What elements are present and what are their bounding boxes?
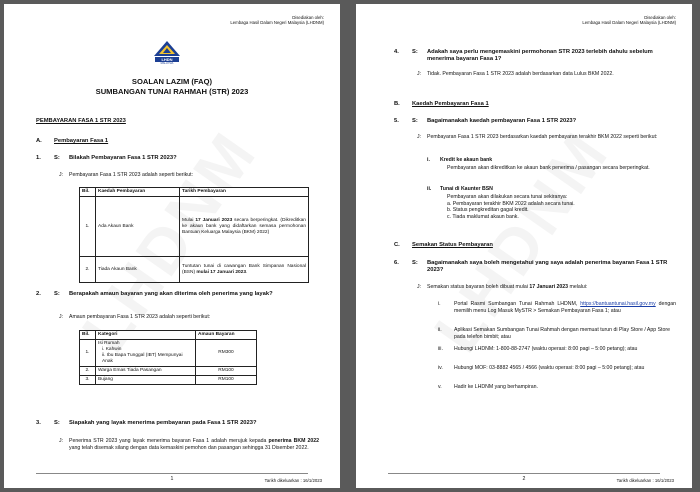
- q5-j-label: J:: [417, 134, 422, 140]
- q5-item-1-desc: Pembayaran akan dikreditkan ke akaun bank penerima / pasangan secara berperingkat.: [447, 165, 650, 171]
- portal-link[interactable]: https://bantuantunai.hasil.gov.my: [580, 301, 656, 307]
- document-page-1: [4, 4, 340, 488]
- q1-number: 1.: [36, 155, 41, 161]
- section-a-title: Pembayaran Fasa 1: [54, 138, 109, 144]
- page-number: 2: [522, 476, 526, 482]
- section-b-letter: B.: [394, 101, 400, 107]
- table-header-row: Bil. Kategori Amaun Bayaran: [80, 331, 257, 340]
- q1-j-label: J:: [59, 172, 64, 178]
- section-c-letter: C.: [394, 242, 400, 248]
- q2-question: Berapakah amaun bayaran yang akan diterima oleh penerima yang layak?: [69, 291, 273, 297]
- q3-number: 3.: [36, 420, 41, 426]
- q6-answer: Semakan status bayaran boleh dibuat mulai 17 Januari 2023 melalui:: [427, 284, 588, 290]
- q6-item-3-num: iii.: [438, 346, 443, 352]
- lhdn-logo: LHDN MALAYSIA: [152, 40, 182, 66]
- table-row: 1. Ada Akaun Bank Mulai 17 Januari 2023 secara berperingkat. (Dikreditkan ke akaun bank yang didaftarkan semasa permohonan Bantuan Keluarga Malaysia (BKM) 2022): [80, 197, 309, 257]
- document-page-2: [356, 4, 692, 488]
- q5-item-2-title: Tunai di Kaunter BSN: [440, 186, 493, 192]
- q6-j-label: J:: [417, 284, 422, 290]
- q5-number: 5.: [394, 118, 399, 124]
- q1-answer: Pembayaran Fasa 1 STR 2023 adalah seperti berikut:: [69, 172, 193, 178]
- q6-item-3-text: Hubungi LHDNM: 1-800-88-2747 (waktu operasi: 8:00 pagi – 5:00 petang); atau: [454, 346, 638, 352]
- table-row: 2. Tiada Akaun Bank Tuntutan tunai di cawangan Bank Simpanan Nasional (BSN) mulai 17 Januari 2023.: [80, 257, 309, 283]
- q3-question: Siapakah yang layak menerima pembayaran pada Fasa 1 STR 2023?: [69, 420, 257, 426]
- q6-item-2-num: ii.: [438, 327, 442, 333]
- q4-s-label: S:: [412, 49, 418, 55]
- q4-question: Adakah saya perlu mengemaskini permohonan STR 2023 terlebih dahulu sebelum menerima bayaran Fasa 1?: [427, 49, 653, 63]
- table-row: 2. Warga Emas Tiada Pasangan RM100: [80, 367, 257, 376]
- footer-date: Tarikh dikeluarkan : 16/1/2023: [264, 478, 322, 483]
- q5-item-2-num: ii.: [427, 186, 432, 192]
- q6-item-4-num: iv.: [438, 365, 443, 371]
- q6-item-5-text: Hadir ke LHDNM yang berhampiran.: [454, 384, 538, 390]
- q5-question: Bagaimanakah kaedah pembayaran Fasa 1 STR 2023?: [427, 118, 577, 124]
- q6-item-5-num: v.: [438, 384, 442, 390]
- footer-date: Tarikh dikeluarkan : 16/1/2023: [616, 478, 674, 483]
- footer-divider: [36, 473, 308, 474]
- section-c-title: Semakan Status Pembayaran: [412, 242, 493, 248]
- q1-s-label: S:: [54, 155, 60, 161]
- q6-item-1-num: i.: [438, 301, 441, 307]
- q5-item-1-title: Kredit ke akaun bank: [440, 157, 493, 163]
- q4-answer: Tidak. Pembayaran Fasa 1 STR 2023 adalah berdasarkan data Lulus BKM 2022.: [427, 71, 614, 77]
- q5-s-label: S:: [412, 118, 418, 124]
- q5-item-2-desc: Pembayaran akan dilakukan secara tunai sekiranya: a. Pembayaran terakhir BKM 2022 adalah secara tunai. b. Status pengkreditan gagal kredit. c. Tiada maklumat akaun bank.: [447, 194, 575, 220]
- q2-answer: Amaun pembayaran Fasa 1 STR 2023 adalah seperti berikut:: [69, 314, 211, 320]
- page-number: 1: [170, 476, 174, 482]
- q6-s-label: S:: [412, 260, 418, 266]
- header-prepared-by: Disediakan oleh: Lembaga Hasil Dalam Negeri Malaysia (LHDNM): [582, 15, 676, 26]
- q4-number: 4.: [394, 49, 399, 55]
- section-a-letter: A.: [36, 138, 42, 144]
- q5-item-1-num: i.: [427, 157, 430, 163]
- q3-j-label: J:: [59, 438, 64, 444]
- q6-question: Bagaimanakah saya boleh mengetahui yang saya adalah penerima bayaran Fasa 1 STR 2023?: [427, 260, 668, 274]
- table-row: 1. Isi Rumah i. Kahwin ii. Ibu Bapa Tunggal (IBT) Mempunyai Anak RM300: [80, 340, 257, 367]
- page-title: SOALAN LAZIM (FAQ) SUMBANGAN TUNAI RAHMAH (STR) 2023: [95, 77, 249, 96]
- q6-item-1-text: Portal Rasmi Sumbangan Tunai Rahmah LHDNM, https://bantuantunai.hasil.gov.my dengan memilih menu Log Masuk MySTR > Semakan Pembayaran Fasa 1; atau: [454, 301, 676, 314]
- payment-date-table: [79, 187, 309, 283]
- header-prepared-by: Disediakan oleh: Lembaga Hasil Dalam Negeri Malaysia (LHDNM): [230, 15, 324, 26]
- q2-number: 2.: [36, 291, 41, 297]
- q3-s-label: S:: [54, 420, 60, 426]
- footer-divider: [388, 473, 660, 474]
- q1-question: Bilakah Pembayaran Fasa 1 STR 2023?: [69, 155, 177, 161]
- q6-item-4-text: Hubungi MOF: 03-8882 4565 / 4566 (waktu operasi: 8:00 pagi – 5:00 petang); atau: [454, 365, 645, 371]
- section-heading-main: PEMBAYARAN FASA 1 STR 2023: [36, 118, 126, 124]
- section-b-title: Kaedah Pembayaran Fasa 1: [412, 101, 489, 107]
- q2-j-label: J:: [59, 314, 64, 320]
- q3-answer: Penerima STR 2023 yang layak menerima bayaran Fasa 1 adalah merujuk kepada penerima BKM 2022 yang telah disemak silang dengan data kemaskini pemohon dan pasangan sehingga 31 Disember 2022.: [69, 438, 319, 451]
- q5-answer: Pembayaran Fasa 1 STR 2023 berdasarkan kaedah pembayaran terakhir BKM 2022 seperti berikut:: [427, 134, 658, 140]
- q6-item-2-text: Aplikasi Semakan Sumbangan Tunai Rahmah dengan memuat turun di Play Store / App Store pada telefon bimbit; atau: [454, 327, 670, 340]
- q6-number: 6.: [394, 260, 399, 266]
- payment-amount-table: [79, 330, 257, 385]
- table-row: 3. Bujang RM100: [80, 376, 257, 385]
- q4-j-label: J:: [417, 71, 422, 77]
- q2-s-label: S:: [54, 291, 60, 297]
- table-header-row: Bil. Kaedah Pembayaran Tarikh Pembayaran: [80, 188, 309, 197]
